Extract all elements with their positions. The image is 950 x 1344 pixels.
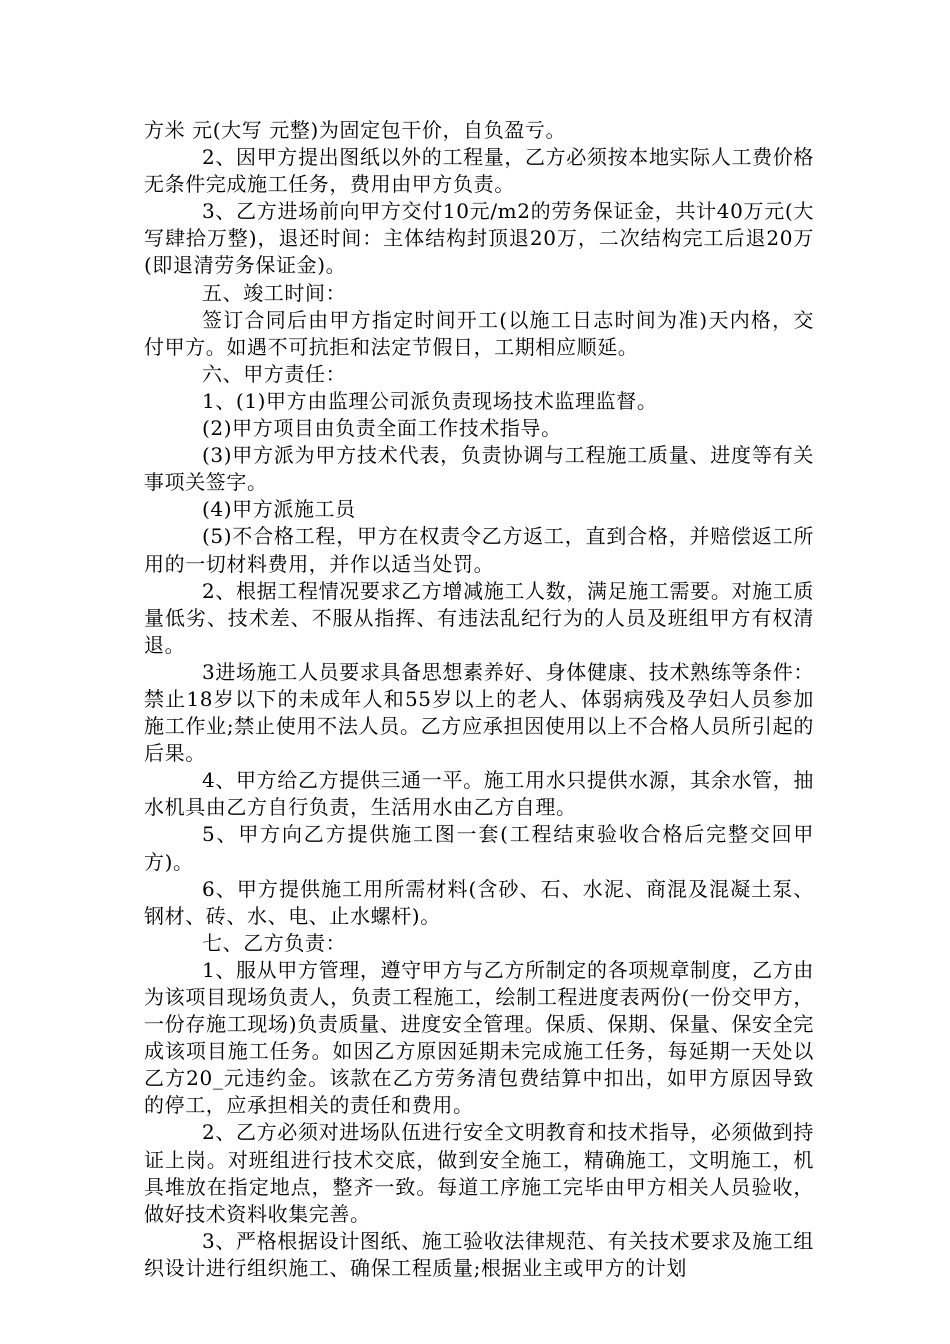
paragraph-16: 6、甲方提供施工用所需材料(含砂、石、水泥、商混及混凝土泵、钢材、砖、水、电、止水螺杆)。 bbox=[144, 876, 814, 928]
document-body bbox=[144, 117, 814, 1282]
paragraph-18: 1、服从甲方管理，遵守甲方与乙方所制定的各项规章制度，乙方由为该项目现场负责人，负责工程施工，绘制工程进度表两份(一份交甲方，一份存施工现场)负责质量、进度安全管理。保质、保期、保量、保安全完成该项目施工任务。如因乙方原因延期未完成施工任务，每延期一天处以乙方20_元违约金。该款在乙方劳务清包费结算中扣出，如甲方原因导致的停工，应承担相关的责任和费用。 bbox=[144, 957, 814, 1118]
paragraph-9: (3)甲方派为甲方技术代表，负责协调与工程施工质量、进度等有关事项关签字。 bbox=[144, 443, 814, 495]
section-heading-completion-time: 五、竣工时间： bbox=[202, 280, 347, 305]
paragraph-19: 2、乙方必须对进场队伍进行安全文明教育和技术指导，必须做到持证上岗。对班组进行技术交底，做到安全施工，精确施工，文明施工，机具堆放在指定地点，整齐一致。每道工序施工完毕由甲方相关人员验收，做好技术资料收集完善。 bbox=[144, 1120, 814, 1226]
paragraph-11: (5)不合格工程，甲方在权责令乙方返工，直到合格，并赔偿返工所用的一切材料费用，并作以适当处罚。 bbox=[144, 524, 814, 576]
section-heading-party-a-duties: 六、甲方责任： bbox=[202, 361, 347, 386]
paragraph-2: 2、因甲方提出图纸以外的工程量，乙方必须按本地实际人工费价格无条件完成施工任务，费用由甲方负责。 bbox=[144, 145, 814, 197]
paragraph-1: 方米 元(大写 元整)为固定包干价，自负盈亏。 bbox=[144, 118, 567, 142]
paragraph-15: 5、甲方向乙方提供施工图一套(工程结束验收合格后完整交回甲方)。 bbox=[144, 822, 814, 874]
paragraph-14: 4、甲方给乙方提供三通一平。施工用水只提供水源，其余水管，抽水机具由乙方自行负责，生活用水由乙方自理。 bbox=[144, 768, 814, 820]
paragraph-5: 签订合同后由甲方指定时间开工(以施工日志时间为准)天内格，交付甲方。如遇不可抗拒和法定节假日，工期相应顺延。 bbox=[144, 307, 814, 359]
paragraph-3: 3、乙方进场前向甲方交付10元/m2的劳务保证金，共计40万元(大写肆拾万整)，退还时间：主体结构封顶退20万，二次结构完工后退20万(即退清劳务保证金)。 bbox=[144, 199, 814, 278]
paragraph-13: 3进场施工人员要求具备思想素养好、身体健康、技术熟练等条件：禁止18岁以下的未成年人和55岁以上的老人、体弱病残及孕妇人员参加施工作业;禁止使用不法人员。乙方应承担因使用以上不合格人员所引起的后果。 bbox=[144, 659, 814, 766]
paragraph-8: (2)甲方项目由负责全面工作技术指导。 bbox=[202, 416, 562, 441]
section-heading-party-b-duties: 七、乙方负责： bbox=[202, 930, 347, 955]
paragraph-7: 1、(1)甲方由监理公司派负责现场技术监理监督。 bbox=[202, 388, 658, 413]
paragraph-10: (4)甲方派施工员 bbox=[202, 497, 356, 522]
paragraph-20: 3、严格根据设计图纸、施工验收法律规范、有关技术要求及施工组织设计进行组织施工、确保工程质量;根据业主或甲方的计划 bbox=[144, 1228, 814, 1280]
paragraph-12: 2、根据工程情况要求乙方增减施工人数，满足施工需要。对施工质量低劣、技术差、不服从指挥、有违法乱纪行为的人员及班组甲方有权清退。 bbox=[144, 578, 814, 657]
